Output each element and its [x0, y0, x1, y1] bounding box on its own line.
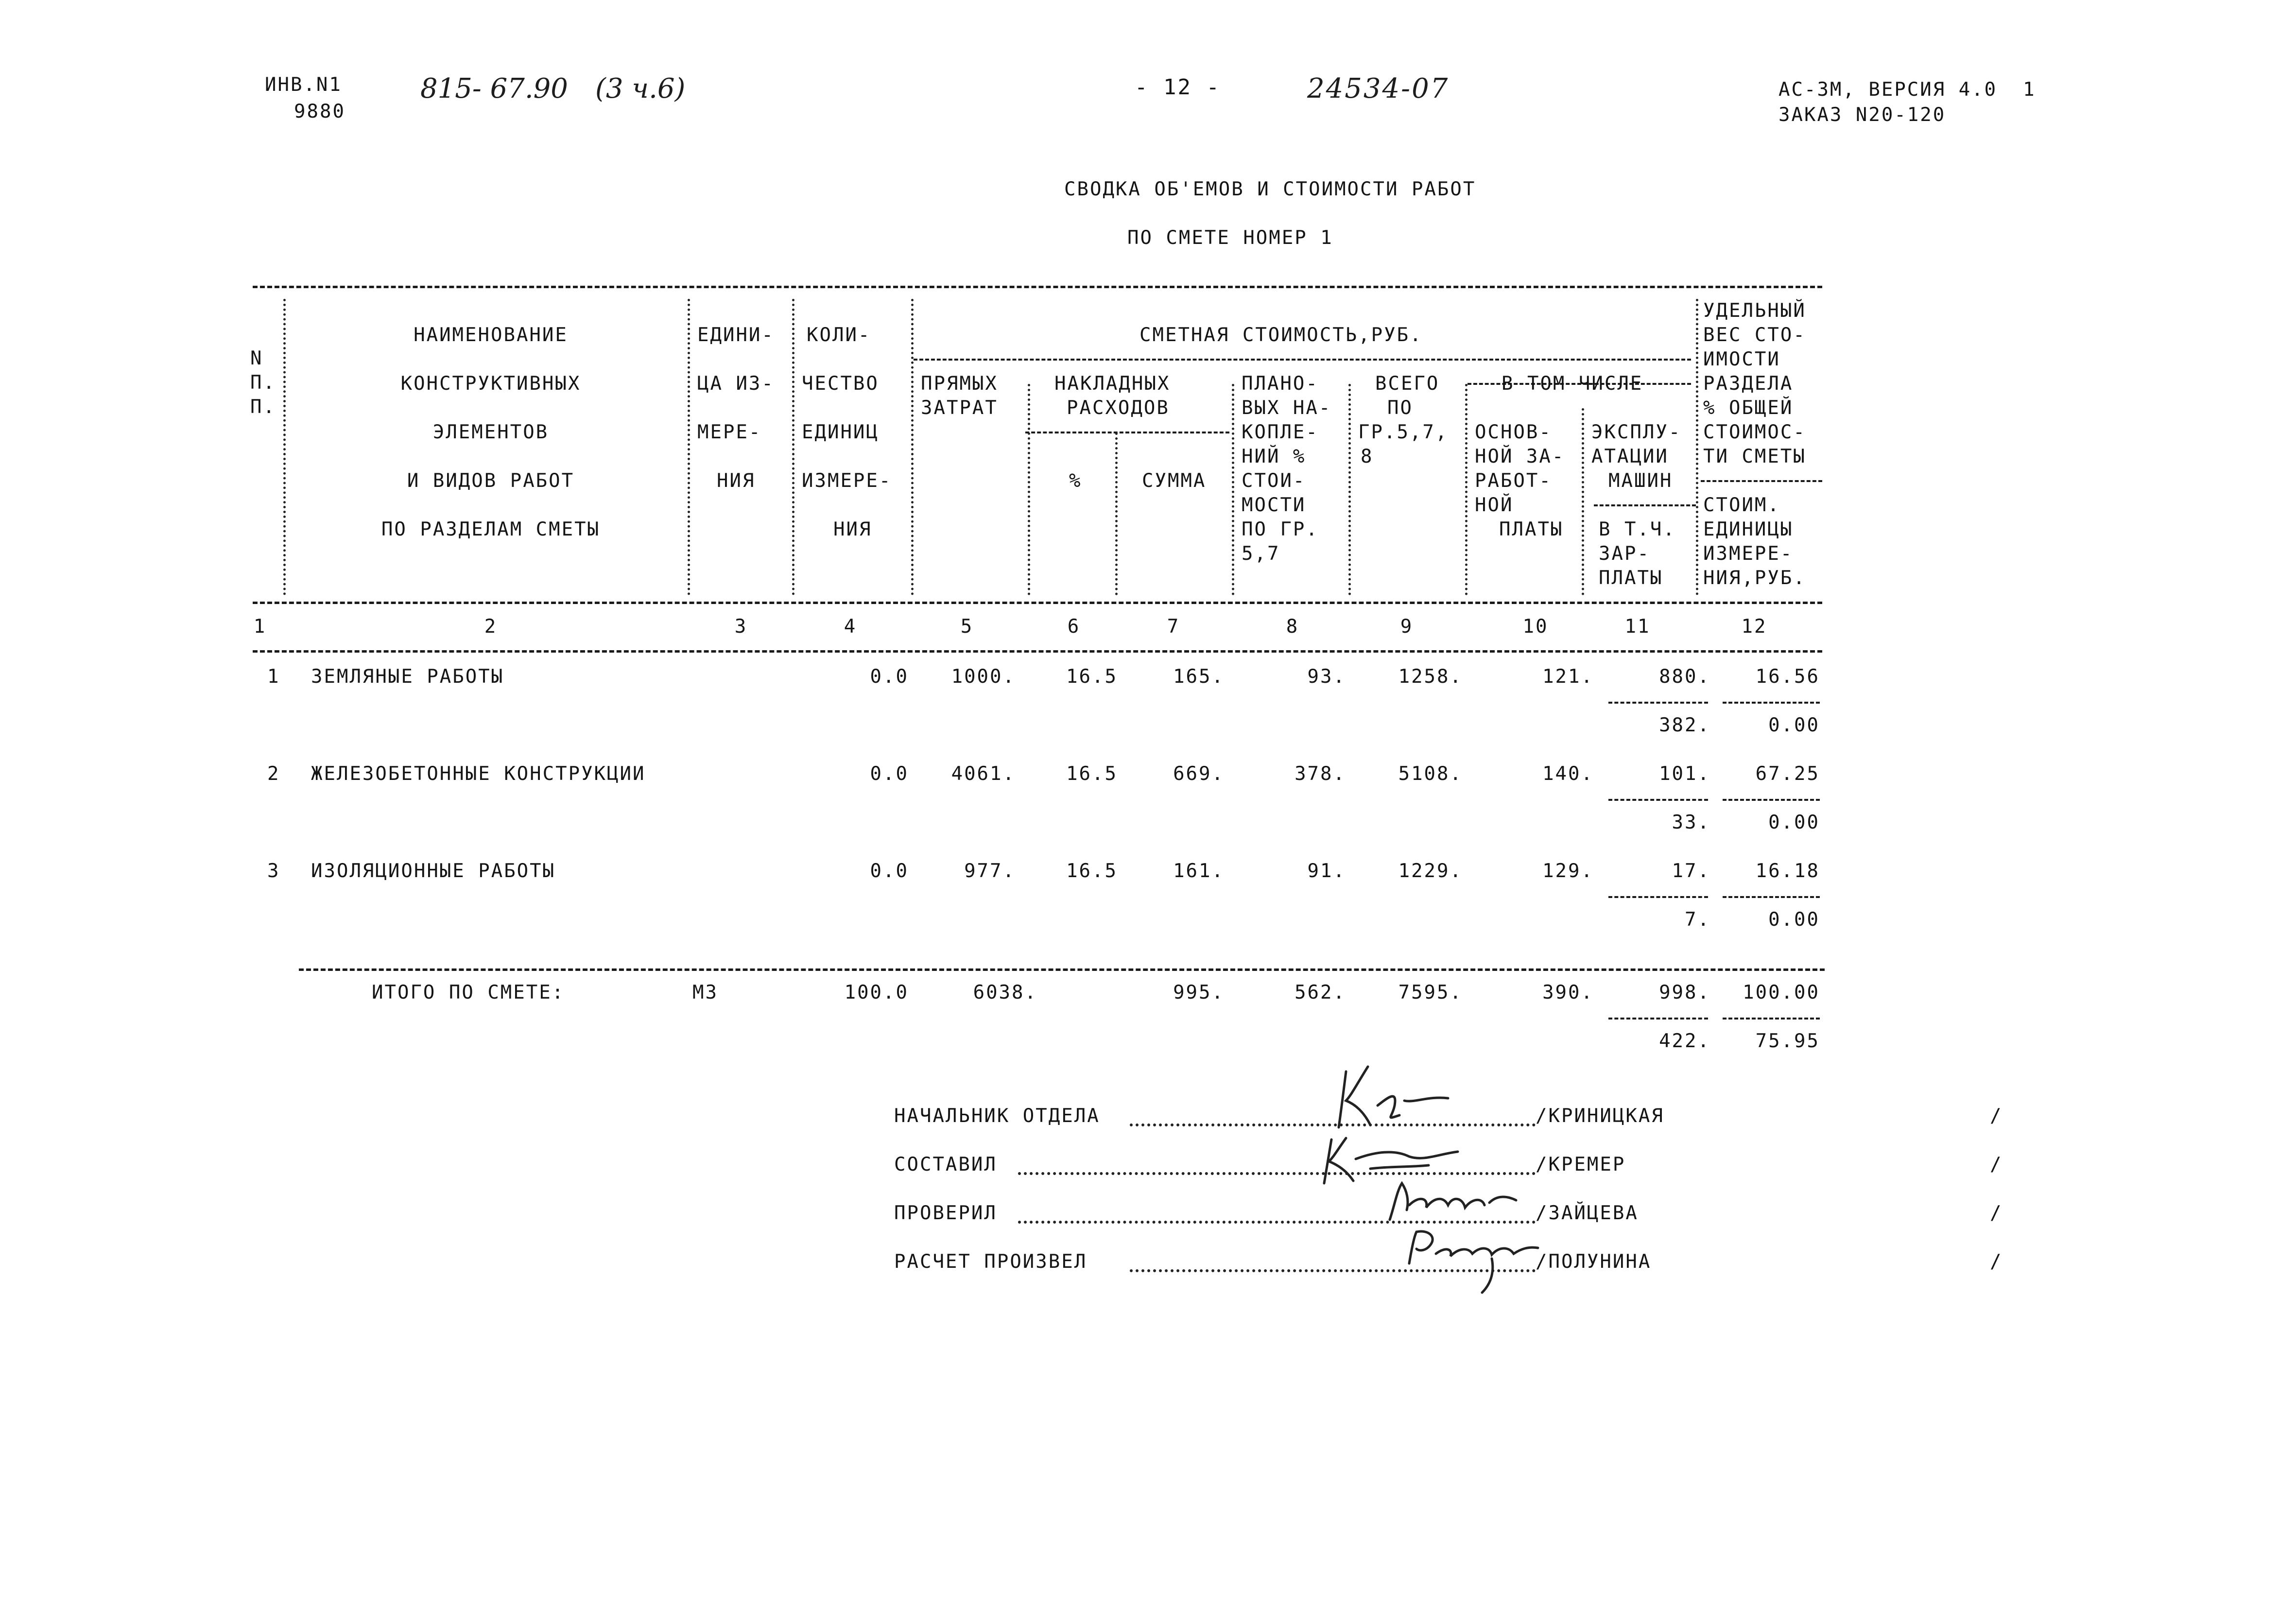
row-wages: 140.: [1542, 763, 1594, 785]
column-separator: [1696, 299, 1698, 595]
signature-name: /ЗАЙЦЕВА: [1536, 1202, 1639, 1224]
total-quantity: 100.0: [844, 982, 909, 1003]
signature-image: [1399, 1225, 1545, 1297]
header-name: ЭЛЕМЕНТОВ: [432, 421, 549, 443]
header-unit: НИЯ: [717, 470, 756, 492]
signature-end: /: [1990, 1251, 2003, 1273]
program-version: АС-3М, ВЕРСИЯ 4.0 1: [1778, 79, 2036, 101]
signature-name: /ПОЛУНИНА: [1536, 1251, 1652, 1273]
header-quantity: КОЛИ-: [807, 324, 871, 346]
header-n: П.: [250, 396, 276, 418]
header-planned: ПЛАНО-: [1242, 373, 1319, 395]
row-overhead-percent: 16.5: [1066, 763, 1118, 785]
header-share: РАЗДЕЛА: [1703, 373, 1794, 395]
total-planned: 562.: [1295, 982, 1346, 1003]
column-separator: [1028, 384, 1030, 595]
row-planned: 91.: [1307, 860, 1346, 882]
page-number: - 12 -: [1135, 75, 1221, 100]
column-number: 1: [253, 616, 267, 638]
share-rule: [1701, 480, 1822, 482]
header-unit: ЦА ИЗ-: [697, 373, 775, 395]
row-quantity: 0.0: [870, 763, 909, 785]
header-quantity: ЧЕСТВО: [802, 373, 879, 395]
column-number: 2: [484, 616, 498, 638]
header-unit: ЕДИНИ-: [697, 324, 775, 346]
row-number: 1: [267, 666, 280, 688]
header-planned: КОПЛЕ-: [1242, 421, 1319, 443]
header-overhead: РАСХОДОВ: [1067, 397, 1170, 419]
row-unit-cost: 0.00: [1768, 909, 1820, 931]
header-machines: МАШИН: [1608, 470, 1673, 492]
signature-role: РАСЧЕТ ПРОИЗВЕЛ: [894, 1251, 1088, 1273]
document-part: (3 ч.6): [595, 73, 686, 104]
row-share: 16.56: [1755, 666, 1820, 688]
header-wages: НОЙ ЗА-: [1475, 446, 1565, 467]
header-name: И ВИДОВ РАБОТ: [407, 470, 575, 492]
document-code: 815- 67.90: [420, 73, 568, 104]
total-share: 100.00: [1743, 982, 1820, 1003]
header-n: П.: [250, 372, 276, 394]
header-unit: МЕРЕ-: [697, 421, 762, 443]
machines-rule: [1594, 504, 1696, 506]
column-number: 11: [1624, 616, 1651, 638]
total-wages: 390.: [1542, 982, 1594, 1003]
header-overhead-percent: %: [1069, 470, 1082, 492]
total-rule: [299, 968, 1825, 971]
header-planned: 5,7: [1242, 543, 1280, 565]
page-title: СВОДКА ОБ'ЕМОВ И СТОИМОСТИ РАБОТ: [1064, 178, 1476, 200]
header-name: КОНСТРУКТИВНЫХ: [400, 373, 581, 395]
signature-end: /: [1990, 1202, 2003, 1224]
header-total: ПО: [1387, 397, 1413, 419]
row-share: 67.25: [1755, 763, 1820, 785]
signature-role: ПРОВЕРИЛ: [894, 1202, 997, 1224]
header-cost-group: СМЕТНАЯ СТОИМОСТЬ,РУБ.: [1139, 324, 1423, 346]
row-name: ЗЕМЛЯНЫЕ РАБОТЫ: [311, 666, 504, 688]
header-including: В ТОМ ЧИСЛЕ: [1502, 373, 1643, 395]
row-name: ЖЕЛЕЗОБЕТОННЫЕ КОНСТРУКЦИИ: [311, 763, 646, 785]
header-machines: ЗАР-: [1599, 543, 1650, 565]
row-machines-wages: 382.: [1659, 714, 1710, 736]
column-number: 3: [734, 616, 748, 638]
signature-end: /: [1990, 1154, 2003, 1175]
header-share: ТИ СМЕТЫ: [1703, 446, 1806, 467]
row-unit-cost: 0.00: [1768, 714, 1820, 736]
inventory-number: 9880: [294, 101, 345, 122]
row-machines-wages: 7.: [1685, 909, 1710, 931]
signature-image: [1331, 1062, 1458, 1135]
header-quantity: ИЗМЕРЕ-: [802, 470, 892, 492]
header-name: НАИМЕНОВАНИЕ: [414, 324, 568, 346]
row-number: 3: [267, 860, 280, 882]
row-subrule: [1608, 799, 1708, 801]
header-overhead-sum: СУММА: [1142, 470, 1207, 492]
column-separator: [1115, 432, 1118, 595]
header-bottom-rule: [253, 602, 1822, 604]
row-overhead-sum: 161.: [1173, 860, 1225, 882]
row-total: 1229.: [1398, 860, 1463, 882]
header-machines: В Т.Ч.: [1599, 518, 1676, 540]
row-machines: 101.: [1659, 763, 1710, 785]
row-machines-wages: 33.: [1672, 812, 1710, 833]
column-number: 7: [1167, 616, 1180, 638]
header-overhead: НАКЛАДНЫХ: [1054, 373, 1171, 395]
header-share: УДЕЛЬНЫЙ: [1703, 300, 1806, 322]
signature-name: /КРЕМЕР: [1536, 1154, 1626, 1175]
row-name: ИЗОЛЯЦИОННЫЕ РАБОТЫ: [311, 860, 556, 882]
total-machines: 998.: [1659, 982, 1710, 1003]
row-subrule: [1608, 702, 1708, 704]
header-wages: ПЛАТЫ: [1499, 518, 1564, 540]
row-overhead-sum: 669.: [1173, 763, 1225, 785]
total-overhead-sum: 995.: [1173, 982, 1225, 1003]
header-wages: НОЙ: [1475, 494, 1514, 516]
order-number: ЗАКАЗ N20-120: [1778, 104, 1946, 126]
row-subrule: [1723, 702, 1820, 704]
signature-image: [1380, 1176, 1526, 1229]
header-planned: СТОИ-: [1242, 470, 1306, 492]
header-planned: МОСТИ: [1242, 494, 1306, 516]
column-number: 8: [1286, 616, 1299, 638]
header-direct: ЗАТРАТ: [921, 397, 998, 419]
header-n: N: [250, 347, 263, 369]
row-overhead-sum: 165.: [1173, 666, 1225, 688]
header-share: ЕДИНИЦЫ: [1703, 518, 1794, 540]
header-direct: ПРЯМЫХ: [921, 373, 998, 395]
cost-group-rule: [914, 359, 1691, 361]
total-unit: М3: [692, 982, 718, 1003]
column-number: 9: [1400, 616, 1414, 638]
row-total: 1258.: [1398, 666, 1463, 688]
header-share: % ОБЩЕЙ: [1703, 397, 1794, 419]
column-numbers-rule: [253, 650, 1822, 653]
inventory-label: ИНВ.N1: [265, 74, 342, 96]
header-machines: ПЛАТЫ: [1599, 567, 1663, 589]
header-planned: ВЫХ НА-: [1242, 397, 1332, 419]
header-share: НИЯ,РУБ.: [1703, 567, 1806, 589]
header-share: СТОИМОС-: [1703, 421, 1806, 443]
total-subrule: [1723, 1018, 1820, 1019]
header-total: ВСЕГО: [1375, 373, 1440, 395]
row-direct: 1000.: [951, 666, 1016, 688]
header-share: ИМОСТИ: [1703, 348, 1780, 370]
signature-role: СОСТАВИЛ: [894, 1154, 997, 1175]
row-number: 2: [267, 763, 280, 785]
header-quantity: ЕДИНИЦ: [802, 421, 879, 443]
signature-end: /: [1990, 1105, 2003, 1127]
signature-name: /КРИНИЦКАЯ: [1536, 1105, 1664, 1127]
column-separator: [1348, 384, 1351, 595]
row-subrule: [1723, 896, 1820, 898]
column-separator: [283, 299, 286, 595]
column-separator: [1465, 384, 1467, 595]
total-label: ИТОГО ПО СМЕТЕ:: [372, 982, 565, 1003]
row-overhead-percent: 16.5: [1066, 860, 1118, 882]
row-wages: 129.: [1542, 860, 1594, 882]
row-direct: 4061.: [951, 763, 1016, 785]
overhead-rule: [1025, 432, 1229, 433]
column-number: 12: [1741, 616, 1767, 638]
header-total: 8: [1361, 446, 1374, 467]
signature-role: НАЧАЛЬНИК ОТДЕЛА: [894, 1105, 1100, 1127]
total-machines-wages: 422.: [1659, 1030, 1710, 1052]
column-separator: [688, 299, 690, 595]
row-direct: 977.: [964, 860, 1016, 882]
row-quantity: 0.0: [870, 666, 909, 688]
header-wages: ОСНОВ-: [1475, 421, 1552, 443]
column-number: 10: [1522, 616, 1549, 638]
row-machines: 880.: [1659, 666, 1710, 688]
header-planned: ПО ГР.: [1242, 518, 1319, 540]
row-unit-cost: 0.00: [1768, 812, 1820, 833]
page-subtitle: ПО СМЕТЕ НОМЕР 1: [1127, 227, 1333, 249]
total-direct: 6038.: [973, 982, 1037, 1003]
total-total: 7595.: [1398, 982, 1463, 1003]
header-machines: ЭКСПЛУ-: [1591, 421, 1682, 443]
row-quantity: 0.0: [870, 860, 909, 882]
row-overhead-percent: 16.5: [1066, 666, 1118, 688]
handwritten-number: 24534-07: [1307, 73, 1450, 104]
column-number: 4: [844, 616, 857, 638]
header-name: ПО РАЗДЕЛАМ СМЕТЫ: [381, 518, 601, 540]
row-subrule: [1608, 896, 1708, 898]
table-top-rule: [253, 286, 1822, 288]
column-number: 6: [1067, 616, 1081, 638]
column-separator: [1582, 408, 1584, 595]
row-planned: 93.: [1307, 666, 1346, 688]
row-total: 5108.: [1398, 763, 1463, 785]
row-machines: 17.: [1672, 860, 1710, 882]
header-share: СТОИМ.: [1703, 494, 1780, 516]
row-subrule: [1723, 799, 1820, 801]
column-number: 5: [960, 616, 974, 638]
total-unit-cost: 75.95: [1755, 1030, 1820, 1052]
header-machines: АТАЦИИ: [1591, 446, 1669, 467]
header-share: ИЗМЕРЕ-: [1703, 543, 1794, 565]
header-share: ВЕС СТО-: [1703, 324, 1806, 346]
header-total: ГР.5,7,: [1358, 421, 1449, 443]
total-subrule: [1608, 1018, 1708, 1019]
row-share: 16.18: [1755, 860, 1820, 882]
header-wages: РАБОТ-: [1475, 470, 1552, 492]
column-separator: [911, 299, 914, 595]
column-separator: [1232, 384, 1234, 595]
row-wages: 121.: [1542, 666, 1594, 688]
header-quantity: НИЯ: [833, 518, 872, 540]
column-separator: [792, 299, 794, 595]
row-planned: 378.: [1295, 763, 1346, 785]
header-planned: НИЙ %: [1242, 446, 1306, 467]
